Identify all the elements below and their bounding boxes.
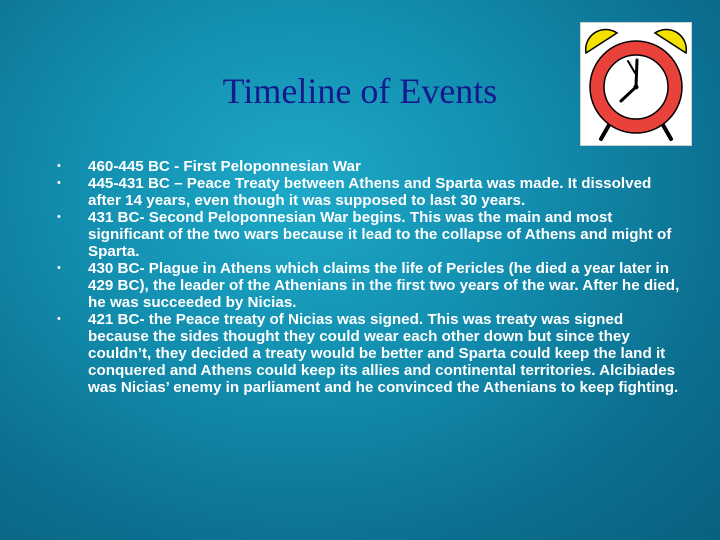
bullet-icon: • [57,262,61,274]
event-text: 431 BC- Second Peloponnesian War begins. This was the main and most significant of the two wars because it lead to the collapse of Athens and might of Sparta. [88,209,672,260]
list-item [55,158,680,175]
list-item [55,209,680,260]
bullet-icon: • [57,313,61,325]
bullet-icon: • [57,211,61,223]
alarm-clock-graphic [581,23,691,145]
slide-title: Timeline of Events [222,71,498,111]
event-text: 460-445 BC - First Peloponnesian War [88,158,361,175]
event-text: 445-431 BC – Peace Treaty between Athens and Sparta was made. It dissolved after 14 years, even though it was supposed to last 30 years. [88,175,652,209]
events-list [55,158,680,396]
event-text: 421 BC- the Peace treaty of Nicias was signed. This was treaty was signed because the sides thought they could wear each other down but since they couldn’t, they decided a treaty would be better and Sparta could keep the land it conquered and Athens could keep its allies and continental territories. Alcibiades was Nicias’ enemy in parliament and he convinced the Athenians to keep fighting. [88,311,679,396]
list-item [55,175,680,209]
bullet-icon: • [57,177,61,189]
event-text: 430 BC- Plague in Athens which claims the life of Pericles (he died a year later in 429 BC), the leader of the Athenians in the first two years of the war. After he died, he was succeeded by Nicias. [88,260,680,311]
list-item [55,260,680,311]
alarm-clock-icon [580,22,692,146]
list-item [55,311,680,396]
bullet-icon: • [57,160,61,172]
